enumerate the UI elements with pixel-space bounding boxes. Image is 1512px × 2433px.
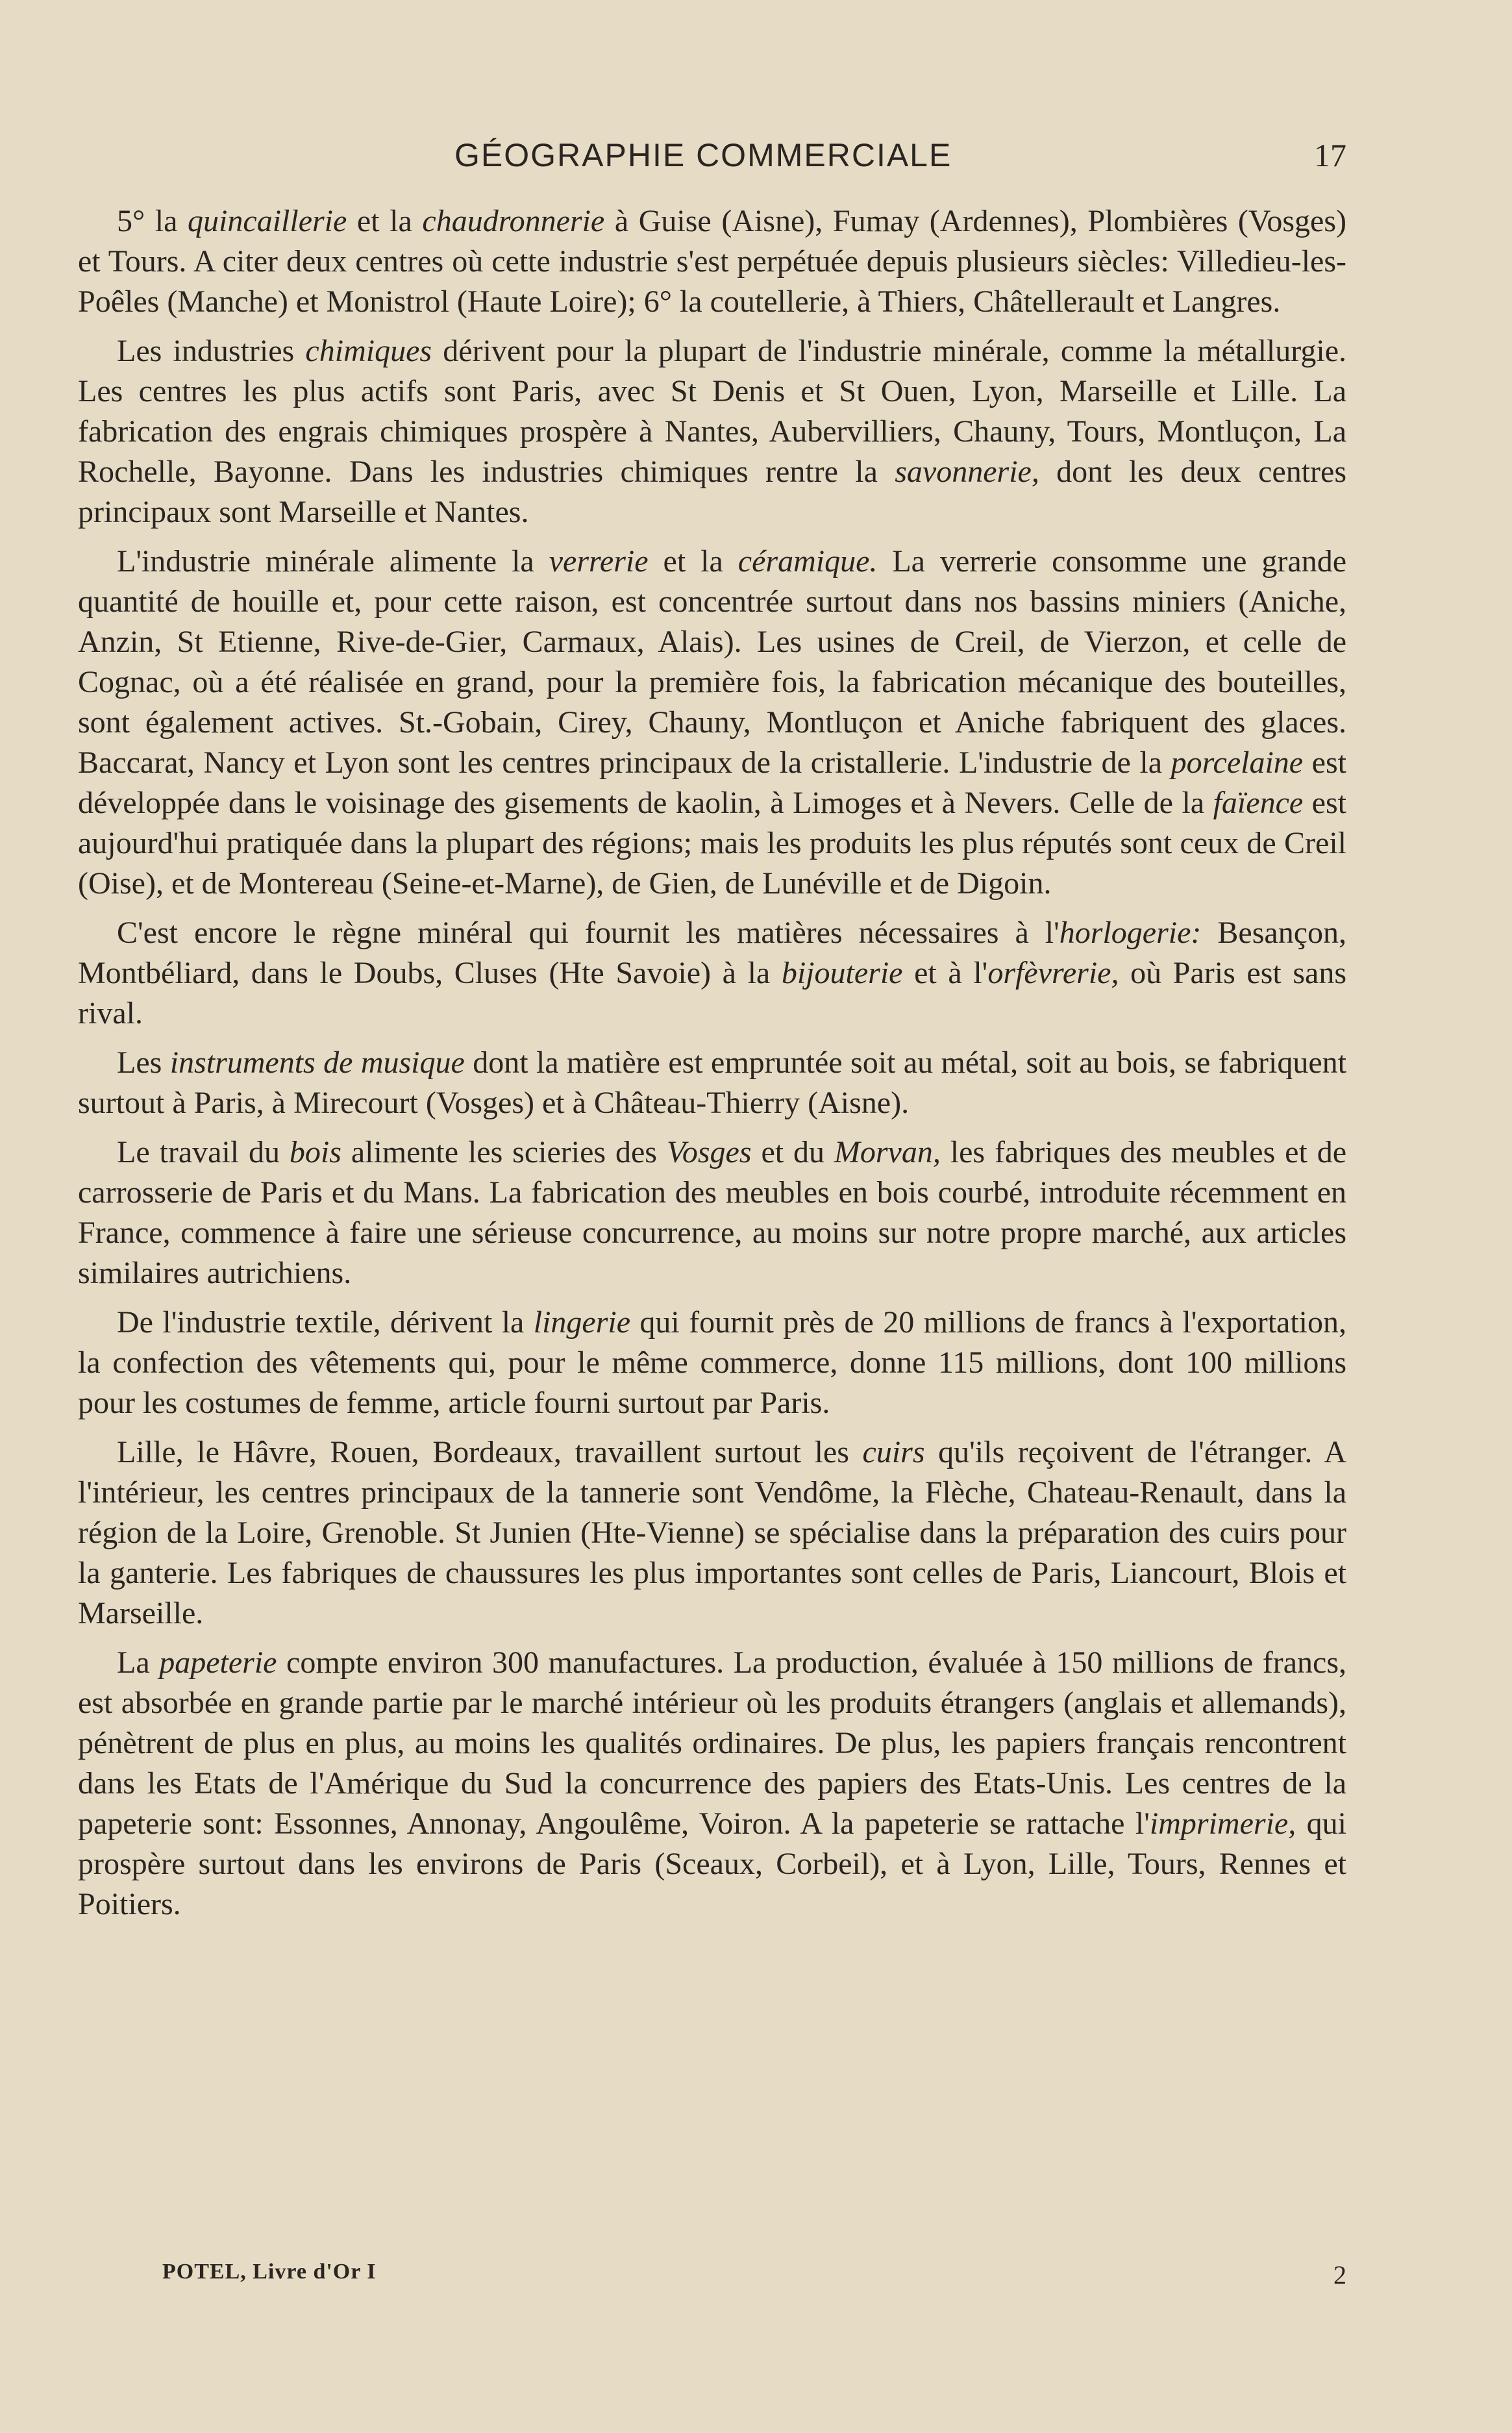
text-run: dérivent pour la plupart de l'industrie minérale, comme la métallurgie. Les centres les plus actifs sont Paris, avec St Denis et St Ouen, Lyon, Marseille et Lille. La fabrication des engrais chimiques prospère à Nantes, Aubervilliers, Chauny, Tours, Montluçon, La Rochelle, Bayonne. Dans les industries chimiques rentre la [78, 334, 1346, 489]
text-run: L'industrie minérale alimente la [117, 544, 549, 579]
italic-term: horlogerie: [1059, 916, 1202, 950]
paragraph [78, 1043, 1346, 1123]
italic-term: bois [289, 1135, 341, 1169]
italic-term: imprimerie, [1149, 1806, 1296, 1841]
text-run: à Guise (Aisne), Fumay (Ardennes), Plombières (Vosges) et Tours. A citer deux centres où cette industrie s'est perpétuée depuis plusieurs siècles: Villedieu-les-Poêles (Manche) et Monistrol (Haute Loire); 6° la coutellerie, à Thiers, Châtellerault et Langres. [78, 204, 1346, 319]
italic-term: bijouterie [781, 956, 903, 990]
page-header [117, 136, 1346, 182]
text-run: et la [648, 544, 738, 579]
text-run: De l'industrie textile, dérivent la [117, 1305, 534, 1340]
text-run: est développée dans le voisinage des gisements de kaolin, à Limoges et à Nevers. Celle de la [78, 745, 1347, 820]
text-run: C'est encore le règne minéral qui fournit les matières nécessaires à l' [117, 916, 1060, 950]
italic-term: Vosges [666, 1135, 752, 1169]
italic-term: papeterie [159, 1645, 277, 1680]
text-run: Lille, le Hâvre, Rouen, Bordeaux, travaillent surtout les [117, 1435, 863, 1469]
text-run: La [117, 1645, 160, 1680]
text-run: Besançon, Montbéliard, dans le Doubs, Cluses (Hte Savoie) à la [78, 916, 1346, 990]
text-run: et du [751, 1135, 834, 1169]
text-run: Les industries [117, 334, 306, 368]
text-run: où Paris est sans rival. [78, 956, 1347, 1030]
body-text [78, 201, 1346, 1925]
text-run: 5° la [117, 204, 188, 238]
italic-term: savonnerie, [895, 455, 1039, 489]
paragraph [78, 542, 1346, 904]
running-title: GÉOGRAPHIE COMMERCIALE [454, 137, 952, 173]
paragraph [78, 1132, 1346, 1293]
italic-term: cuirs [862, 1435, 925, 1469]
paragraph [78, 1303, 1346, 1423]
text-run: alimente les scieries des [341, 1135, 667, 1169]
italic-term: Morvan, [834, 1135, 941, 1169]
text-run: qu'ils reçoivent de l'étranger. A l'intérieur, les centres principaux de la tannerie sont Vendôme, la Flèche, Chateau-Renault, dans la région de la Loire, Grenoble. St Junien (Hte-Vienne) se spécialise dans la préparation des cuirs pour la ganterie. Les fabriques de chaussures les plus importantes sont celles de Paris, Liancourt, Blois et Marseille. [78, 1435, 1346, 1630]
text-run: compte environ 300 manufactures. La production, évaluée à 150 millions de francs, est absorbée en grande partie par le marché intérieur où les produits étrangers (anglais et allemands), pénètrent de plus en plus, au moins les qualités ordinaires. De plus, les papiers français rencontrent dans les Etats de l'Amérique du Sud la concurrence des papiers des Etats-Unis. Les centres de la papeterie sont: Essonnes, Annonay, Angoulême, Voiron. A la papeterie se rattache l' [78, 1645, 1347, 1841]
italic-term: verrerie [549, 544, 649, 579]
text-run: et la [347, 204, 423, 238]
text-run: qui prospère surtout dans les environs de Paris (Sceaux, Corbeil), et à Lyon, Lille, Tours, Rennes et Poitiers. [78, 1806, 1346, 1921]
italic-term: orfèvrerie, [987, 956, 1119, 990]
italic-term: porcelaine [1171, 745, 1304, 780]
italic-term: lingerie [533, 1305, 631, 1340]
page-footer [162, 2260, 1346, 2299]
paragraph [78, 1432, 1346, 1634]
text-run: Le travail du [117, 1135, 290, 1169]
text-run: les fabriques des meubles et de carrosserie de Paris et du Mans. La fabrication des meubles en bois courbé, introduite récemment en France, commence à faire une sérieuse concurrence, au moins sur notre propre marché, aux articles similaires autrichiens. [78, 1135, 1346, 1290]
text-run: Les [117, 1045, 170, 1080]
text-run: dont la matière est empruntée soit au métal, soit au bois, se fabriquent surtout à Paris, à Mirecourt (Vosges) et à Château-Thierry (Aisne). [78, 1045, 1346, 1120]
italic-term: quincaillerie [188, 204, 347, 238]
text-run: La verrerie consomme une grande quantité de houille et, pour cette raison, est concentrée surtout dans nos bassins miniers (Aniche, Anzin, St Etienne, Rive-de-Gier, Carmaux, Alais). Les usines de Creil, de Vierzon, et celle de Cognac, où a été réalisée en grand, pour la première fois, la fabrication mécanique des bouteilles, sont également actives. St.-Gobain, Cirey, Chauny, Montluçon et Aniche fabriquent des glaces. Baccarat, Nancy et Lyon sont les centres principaux de la cristallerie. L'industrie de la [78, 544, 1347, 780]
paragraph [78, 201, 1346, 322]
paragraph [78, 331, 1346, 532]
italic-term: faïence [1213, 786, 1304, 820]
italic-term: chaudronnerie [422, 204, 605, 238]
sheet-number: 2 [1333, 2260, 1346, 2290]
paragraph [78, 1643, 1346, 1925]
text-run: dont les deux centres principaux sont Marseille et Nantes. [78, 455, 1347, 529]
text-run: est aujourd'hui pratiquée dans la plupart des régions; mais les produits les plus réputés sont ceux de Creil (Oise), et de Montereau (Seine-et-Marne), de Gien, de Lunéville et de Digoin. [78, 786, 1346, 901]
italic-term: instruments de musique [169, 1045, 465, 1080]
printer-signature: POTEL, Livre d'Or I [162, 2260, 377, 2284]
text-run: et à l' [902, 956, 988, 990]
italic-term: chimiques [305, 334, 432, 368]
paragraph [78, 913, 1346, 1034]
page-number: 17 [1314, 137, 1346, 173]
text-run: qui fournit près de 20 millions de francs à l'exportation, la confection des vêtements qui, pour le même commerce, donne 115 millions, dont 100 millions pour les costumes de femme, article fourni surtout par Paris. [78, 1305, 1347, 1420]
italic-term: céramique. [737, 544, 878, 579]
